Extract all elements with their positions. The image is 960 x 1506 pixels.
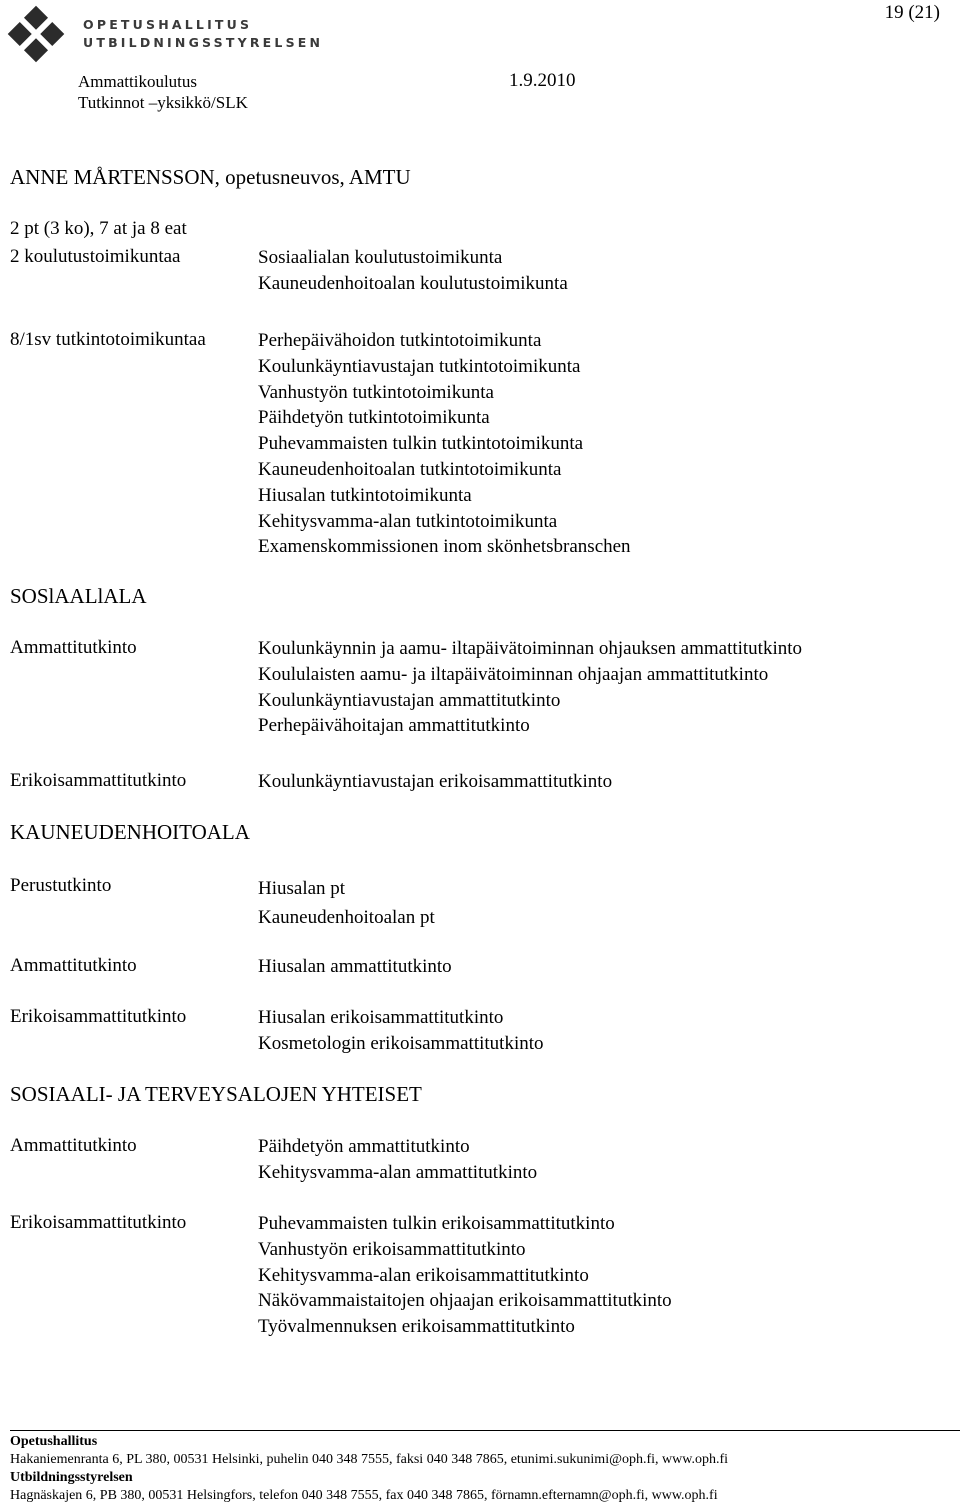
footer-org-sv: Utbildningsstyrelsen xyxy=(10,1470,133,1485)
list-item: Hiusalan pt xyxy=(258,878,346,899)
footer-address-fi: Hakaniemenranta 6, PL 380, 00531 Helsinki, puhelin 040 348 7555, faksi 040 348 7865, etunimi.sukunimi@oph.fi, www.oph.fi xyxy=(10,1452,728,1467)
list-item: Sosiaalialan koulutustoimikunta xyxy=(258,247,503,268)
list-item: Kosmetologin erikoisammattitutkinto xyxy=(258,1032,544,1054)
list-item: Vanhustyön erikoisammattitutkinto xyxy=(258,1238,526,1260)
list-item: Puhevammaisten tulkin erikoisammattitutkinto xyxy=(258,1213,615,1234)
org-name-fi: OPETUSHALLITUS xyxy=(83,17,253,32)
group-items xyxy=(258,769,612,795)
group-items xyxy=(258,1005,544,1057)
page-number: 19 (21) xyxy=(884,2,940,23)
list-item: Perhepäivähoitajan ammattitutkinto xyxy=(258,715,530,737)
group-items xyxy=(258,636,802,739)
list-item: Kauneudenhoitoalan koulutustoimikunta xyxy=(258,272,568,294)
list-item: Kehitysvamma-alan erikoisammattitutkinto xyxy=(258,1264,589,1286)
list-item: Kehitysvamma-alan tutkintotoimikunta xyxy=(258,510,558,532)
group-label: Ammattitutkinto xyxy=(10,637,137,658)
footer-address-sv: Hagnäskajen 6, PB 380, 00531 Helsingfors, telefon 040 348 7555, fax 040 348 7865, förnamn.efternamn@oph.fi, www.oph.fi xyxy=(10,1488,718,1503)
group-label: Perustutkinto xyxy=(10,875,112,896)
header-subunit: Tutkinnot –yksikkö/SLK xyxy=(78,93,248,112)
person-name: ANNE MÅRTENSSON, opetusneuvos, AMTU xyxy=(10,165,411,189)
committees-label: 2 koulutustoimikuntaa xyxy=(10,246,181,267)
group-items xyxy=(258,1211,672,1340)
group-label: Erikoisammattitutkinto xyxy=(10,1212,187,1233)
section-title: KAUNEUDENHOITOALA xyxy=(10,820,250,844)
opetushallitus-logo-icon xyxy=(4,2,68,66)
list-item: Koulunkäyntiavustajan tutkintotoimikunta xyxy=(258,355,581,377)
group-label: Ammattitutkinto xyxy=(10,1135,137,1156)
exam-committees-label: 8/1sv tutkintotoimikuntaa xyxy=(10,329,206,350)
list-item: Hiusalan ammattitutkinto xyxy=(258,956,452,977)
list-item: Koululaisten aamu- ja iltapäivätoiminnan ohjaajan ammattitutkinto xyxy=(258,663,769,685)
group-items xyxy=(258,874,435,932)
group-label: Ammattitutkinto xyxy=(10,955,137,976)
group-label: Erikoisammattitutkinto xyxy=(10,770,187,791)
group-items xyxy=(258,954,452,980)
list-item: Koulunkäyntiavustajan erikoisammattitutkinto xyxy=(258,771,613,792)
list-item: Hiusalan erikoisammattitutkinto xyxy=(258,1007,504,1028)
header-date: 1.9.2010 xyxy=(509,70,576,91)
list-item: Päihdetyön ammattitutkinto xyxy=(258,1136,470,1157)
group-items xyxy=(258,1134,537,1186)
list-item: Hiusalan tutkintotoimikunta xyxy=(258,484,472,506)
list-item: Näkövammaistaitojen ohjaajan erikoisammattitutkinto xyxy=(258,1290,672,1312)
list-item: Työvalmennuksen erikoisammattitutkinto xyxy=(258,1316,575,1338)
group-label: Erikoisammattitutkinto xyxy=(10,1006,187,1027)
list-item: Koulunkäyntiavustajan ammattitutkinto xyxy=(258,689,561,711)
footer-divider xyxy=(10,1430,960,1431)
list-item: Koulunkäynnin ja aamu- iltapäivätoiminnan ohjauksen ammattitutkinto xyxy=(258,638,803,659)
list-item: Puhevammaisten tulkin tutkintotoimikunta xyxy=(258,433,584,455)
section-title: SOSIAALI- JA TERVEYSALOJEN YHTEISET xyxy=(10,1082,422,1106)
person-summary: 2 pt (3 ko), 7 at ja 8 eat xyxy=(10,218,187,239)
org-name-sv: UTBILDNINGSSTYRELSEN xyxy=(83,35,324,50)
list-item: Perhepäivähoidon tutkintotoimikunta xyxy=(258,330,542,351)
header-unit: Ammattikoulutus xyxy=(78,72,197,91)
committees-list xyxy=(258,245,568,297)
exam-committees-list xyxy=(258,328,631,560)
footer-org-fi: Opetushallitus xyxy=(10,1434,98,1449)
list-item: Vanhustyön tutkintotoimikunta xyxy=(258,381,494,403)
list-item: Kauneudenhoitoalan pt xyxy=(258,907,435,928)
list-item: Päihdetyön tutkintotoimikunta xyxy=(258,407,490,429)
list-item: Kehitysvamma-alan ammattitutkinto xyxy=(258,1161,538,1183)
section-title: SOSlAALlALA xyxy=(10,584,147,608)
list-item: Kauneudenhoitoalan tutkintotoimikunta xyxy=(258,458,562,480)
list-item: Examenskommissionen inom skönhetsbranschen xyxy=(258,536,631,558)
